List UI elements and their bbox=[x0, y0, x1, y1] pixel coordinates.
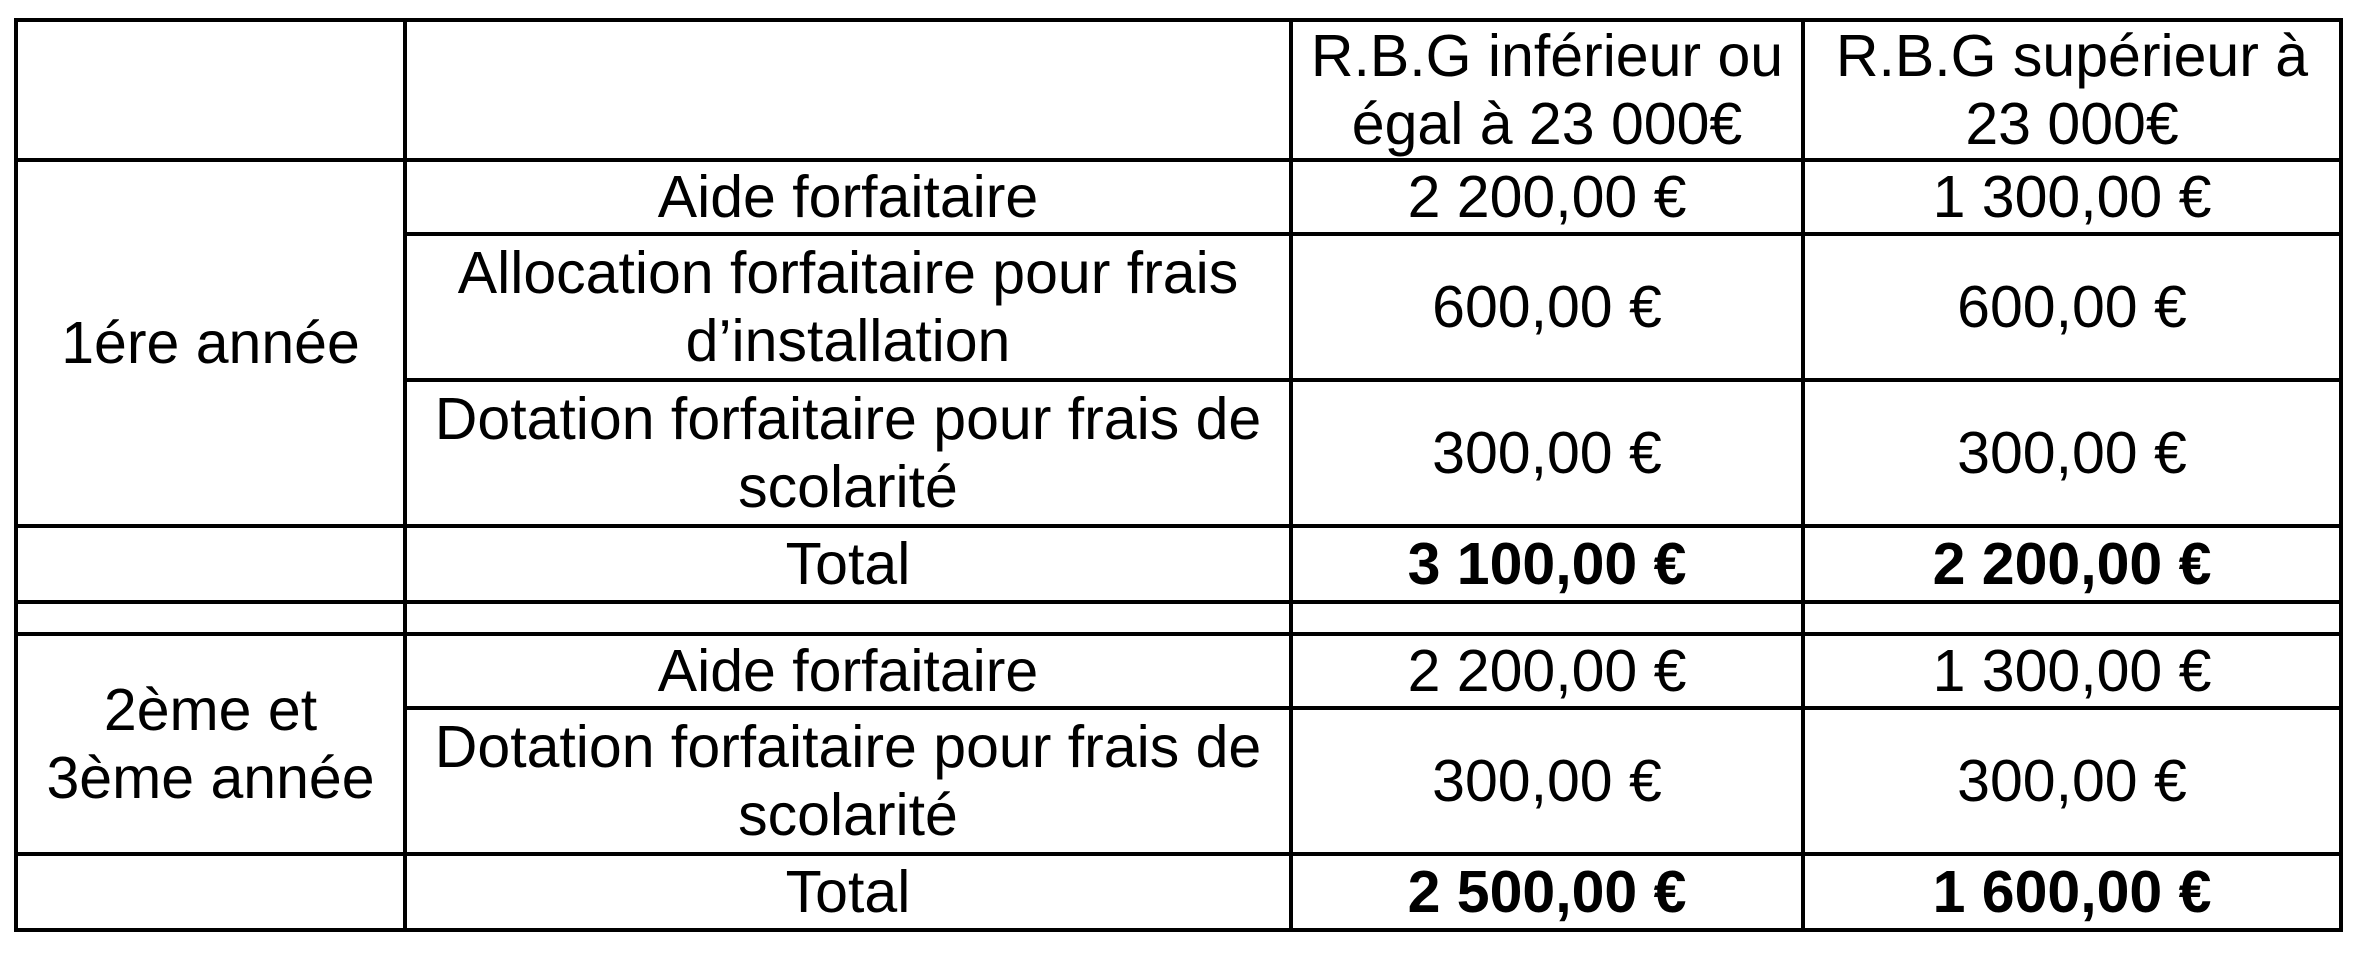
year-label-first: 1ére année bbox=[16, 160, 405, 526]
column-header-low-income: R.B.G inférieur ou égal à 23 000€ bbox=[1291, 20, 1803, 160]
amount-low: 2 200,00 € bbox=[1291, 634, 1803, 708]
empty-cell bbox=[1803, 602, 2341, 634]
column-header-high-income: R.B.G supérieur à 23 000€ bbox=[1803, 20, 2341, 160]
amount-high: 300,00 € bbox=[1803, 380, 2341, 526]
empty-header-cell bbox=[16, 20, 405, 160]
amount-high: 300,00 € bbox=[1803, 708, 2341, 854]
total-label: Total bbox=[405, 526, 1291, 602]
total-row bbox=[16, 854, 2341, 930]
table-row bbox=[16, 160, 2341, 234]
total-amount-low: 3 100,00 € bbox=[1291, 526, 1803, 602]
item-label: Dotation forfaitaire pour frais de scolarité bbox=[405, 708, 1291, 854]
amount-high: 600,00 € bbox=[1803, 234, 2341, 380]
empty-header-cell bbox=[405, 20, 1291, 160]
allowance-table bbox=[14, 18, 2343, 932]
total-amount-high: 2 200,00 € bbox=[1803, 526, 2341, 602]
empty-cell bbox=[16, 854, 405, 930]
total-amount-low: 2 500,00 € bbox=[1291, 854, 1803, 930]
year-label-second-third: 2ème et 3ème année bbox=[16, 634, 405, 854]
amount-low: 2 200,00 € bbox=[1291, 160, 1803, 234]
item-label: Allocation forfaitaire pour frais d’installation bbox=[405, 234, 1291, 380]
empty-cell bbox=[16, 602, 405, 634]
amount-high: 1 300,00 € bbox=[1803, 160, 2341, 234]
item-label: Aide forfaitaire bbox=[405, 634, 1291, 708]
header-row bbox=[16, 20, 2341, 160]
total-row bbox=[16, 526, 2341, 602]
spacer-row bbox=[16, 602, 2341, 634]
item-label: Aide forfaitaire bbox=[405, 160, 1291, 234]
empty-cell bbox=[405, 602, 1291, 634]
amount-low: 300,00 € bbox=[1291, 380, 1803, 526]
empty-cell bbox=[1291, 602, 1803, 634]
item-label: Dotation forfaitaire pour frais de scolarité bbox=[405, 380, 1291, 526]
total-amount-high: 1 600,00 € bbox=[1803, 854, 2341, 930]
empty-cell bbox=[16, 526, 405, 602]
amount-low: 300,00 € bbox=[1291, 708, 1803, 854]
total-label: Total bbox=[405, 854, 1291, 930]
amount-low: 600,00 € bbox=[1291, 234, 1803, 380]
amount-high: 1 300,00 € bbox=[1803, 634, 2341, 708]
table-row bbox=[16, 634, 2341, 708]
